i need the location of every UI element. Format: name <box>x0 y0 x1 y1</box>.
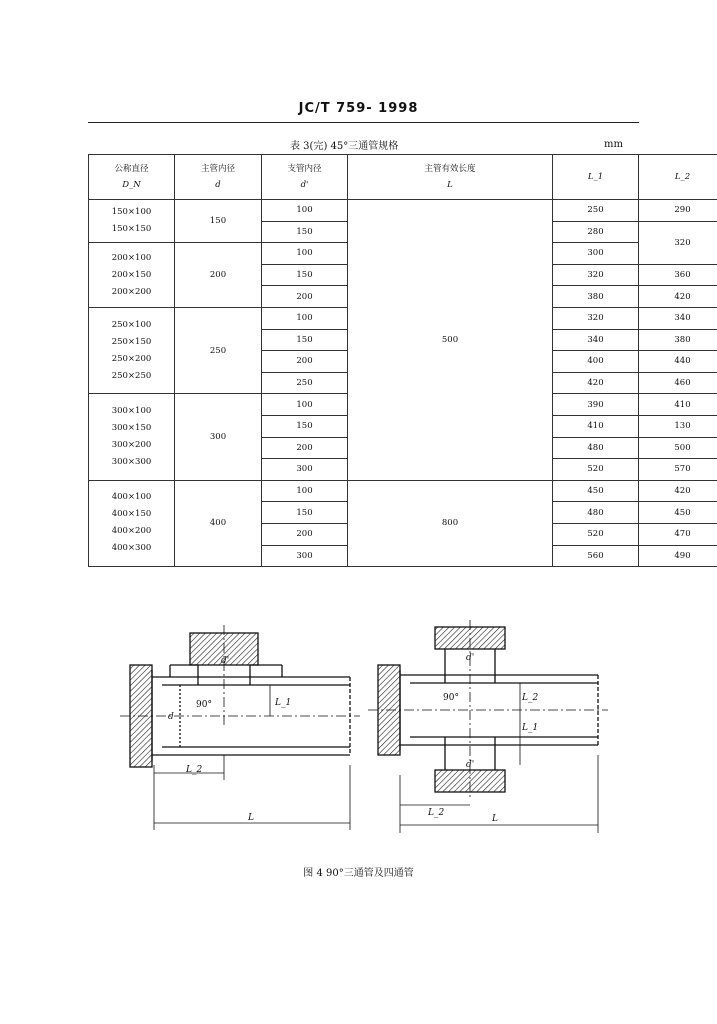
branch-id-cell: 100 <box>262 480 348 502</box>
l1-cell: 380 <box>553 286 639 308</box>
main-length-cell: 800 <box>348 480 553 566</box>
branch-id-cell: 300 <box>262 545 348 567</box>
l2-cell: 500 <box>639 437 717 459</box>
nominal-value: 400×200 <box>111 526 152 537</box>
tee-label-d: d <box>168 712 174 722</box>
header-branch-id: 支管内径 d' <box>262 155 348 200</box>
table-caption: 表 3(完) 45°三通管规格 <box>290 141 399 152</box>
header-l1: L_1 <box>553 155 639 200</box>
branch-id-cell: 150 <box>262 415 348 437</box>
cross-label-l2-vert: L_2 <box>522 693 539 703</box>
tee-drawing <box>120 625 360 830</box>
branch-id-cell: 300 <box>262 459 348 481</box>
l1-cell: 520 <box>553 459 639 481</box>
l2-cell: 420 <box>639 286 717 308</box>
l2-cell: 470 <box>639 523 717 545</box>
main-id-cell: 300 <box>175 394 262 480</box>
l2-cell: 440 <box>639 351 717 373</box>
branch-id-cell: 150 <box>262 264 348 286</box>
tee-labels <box>168 656 291 823</box>
main-id-cell: 400 <box>175 480 262 566</box>
nominal-value: 150×150 <box>111 224 152 235</box>
branch-id-cell: 150 <box>262 502 348 524</box>
spec-table <box>88 154 717 567</box>
l2-cell: 320 <box>639 221 717 264</box>
header-rule <box>88 122 639 123</box>
branch-id-cell: 100 <box>262 307 348 329</box>
header-main-length: 主管有效长度 L <box>348 155 553 200</box>
header-main-id: 主管内径 d <box>175 155 262 200</box>
tee-label-dp: d' <box>221 656 230 666</box>
branch-id-cell: 250 <box>262 372 348 394</box>
branch-id-cell: 200 <box>262 286 348 308</box>
l1-cell: 450 <box>553 480 639 502</box>
l1-cell: 390 <box>553 394 639 416</box>
nominal-cell <box>89 480 175 566</box>
main-id-cell: 200 <box>175 243 262 308</box>
l1-cell: 300 <box>553 243 639 265</box>
nominal-value: 300×100 <box>111 406 152 417</box>
l2-cell: 490 <box>639 545 717 567</box>
cross-label-dp-top: d' <box>466 653 475 663</box>
nominal-value: 250×100 <box>111 319 152 330</box>
nominal-value: 150×100 <box>111 207 152 218</box>
l2-cell: 290 <box>639 200 717 222</box>
branch-id-cell: 100 <box>262 394 348 416</box>
cross-drawing <box>368 620 608 833</box>
nominal-value: 300×150 <box>111 423 152 434</box>
tee-label-l1: L_1 <box>275 698 292 708</box>
nominal-value: 200×150 <box>111 269 152 280</box>
cross-label-angle: 90° <box>443 693 459 703</box>
nominal-value: 200×200 <box>111 286 152 297</box>
l1-cell: 320 <box>553 307 639 329</box>
main-length-cell: 500 <box>348 200 553 481</box>
l1-cell: 560 <box>553 545 639 567</box>
cross-label-dp-bottom: d' <box>466 760 475 770</box>
l2-cell: 460 <box>639 372 717 394</box>
l1-cell: 280 <box>553 221 639 243</box>
l2-cell: 360 <box>639 264 717 286</box>
l1-cell: 480 <box>553 502 639 524</box>
l2-cell: 570 <box>639 459 717 481</box>
nominal-value: 400×300 <box>111 543 152 554</box>
pipe-fittings-drawing <box>110 615 620 845</box>
table-header-row <box>89 155 717 200</box>
l2-cell: 380 <box>639 329 717 351</box>
header-nominal: 公称直径 D_N <box>89 155 175 200</box>
page-header: JC/T 759- 1998 <box>298 101 419 116</box>
figure-caption: 图 4 90°三通管及四通管 <box>303 868 414 879</box>
nominal-value: 200×100 <box>111 252 152 263</box>
branch-id-cell: 100 <box>262 200 348 222</box>
branch-id-cell: 200 <box>262 437 348 459</box>
nominal-value: 300×200 <box>111 440 152 451</box>
main-id-cell: 150 <box>175 200 262 243</box>
header-l2: L_2 <box>639 155 717 200</box>
l2-cell: 130 <box>639 415 717 437</box>
branch-id-cell: 200 <box>262 523 348 545</box>
l1-cell: 340 <box>553 329 639 351</box>
nominal-value: 400×100 <box>111 492 152 503</box>
nominal-cell <box>89 243 175 308</box>
l2-cell: 450 <box>639 502 717 524</box>
nominal-value: 300×300 <box>111 457 152 468</box>
l2-cell: 420 <box>639 480 717 502</box>
cross-label-l2: L_2 <box>428 808 445 818</box>
table-row <box>89 200 717 222</box>
l1-cell: 420 <box>553 372 639 394</box>
nominal-value: 250×200 <box>111 353 152 364</box>
l1-cell: 410 <box>553 415 639 437</box>
main-id-cell: 250 <box>175 307 262 393</box>
branch-id-cell: 150 <box>262 329 348 351</box>
l1-cell: 320 <box>553 264 639 286</box>
nominal-cell <box>89 307 175 393</box>
nominal-cell <box>89 200 175 243</box>
nominal-value: 250×150 <box>111 336 152 347</box>
tee-label-angle: 90° <box>196 700 212 710</box>
cross-label-l1: L_1 <box>522 723 539 733</box>
table-body <box>89 200 717 567</box>
nominal-value: 250×250 <box>111 370 152 381</box>
l2-cell: 410 <box>639 394 717 416</box>
tee-label-l: L <box>248 813 254 823</box>
table-row <box>89 480 717 502</box>
tee-label-l2: L_2 <box>186 765 203 775</box>
nominal-cell <box>89 394 175 480</box>
l1-cell: 520 <box>553 523 639 545</box>
table-unit: mm <box>604 139 623 150</box>
branch-id-cell: 100 <box>262 243 348 265</box>
branch-id-cell: 150 <box>262 221 348 243</box>
cross-labels <box>427 653 538 824</box>
l2-cell: 340 <box>639 307 717 329</box>
branch-id-cell: 200 <box>262 351 348 373</box>
l1-cell: 480 <box>553 437 639 459</box>
nominal-value: 400×150 <box>111 509 152 520</box>
l1-cell: 250 <box>553 200 639 222</box>
l1-cell: 400 <box>553 351 639 373</box>
cross-label-l: L <box>492 814 498 824</box>
